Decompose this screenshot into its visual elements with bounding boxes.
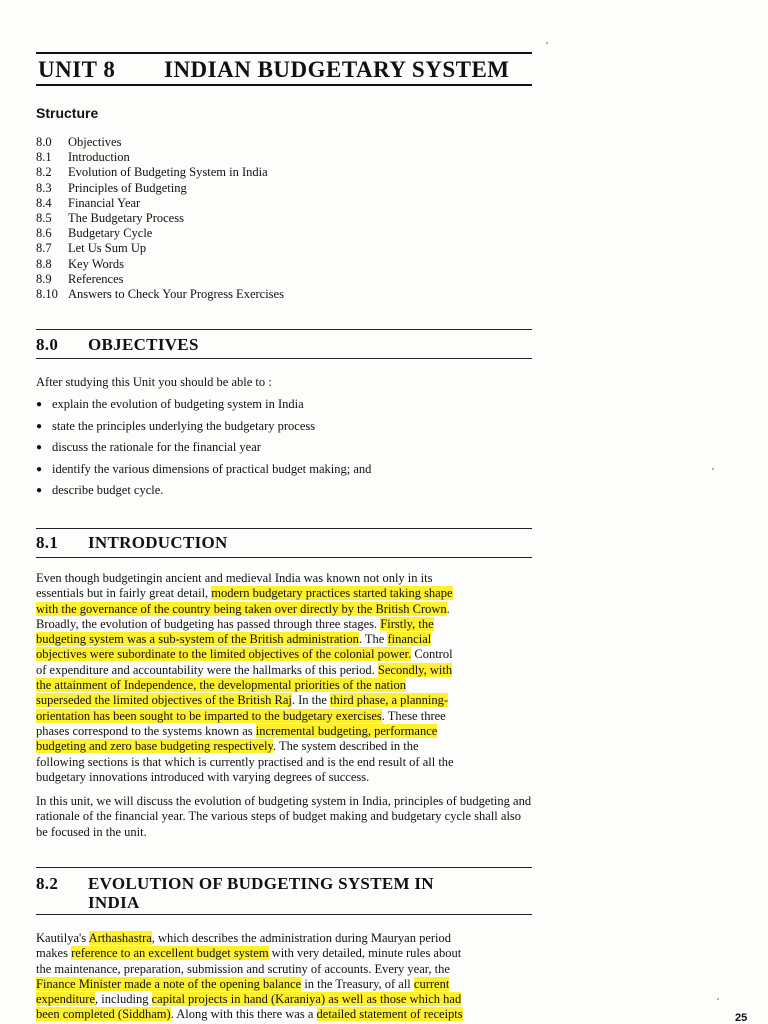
structure-item	[36, 150, 284, 165]
text-line	[36, 962, 536, 977]
text-line	[36, 647, 536, 662]
structure-item	[36, 287, 284, 302]
page-number: 25	[735, 1012, 748, 1024]
unit-label: UNIT 8	[38, 57, 116, 82]
highlighted-text: Finance Minister made a note of the opening balance	[36, 976, 302, 991]
text-span: with very detailed, minute rules about	[268, 946, 462, 961]
text-line	[36, 709, 536, 724]
section-number: 8.2	[36, 874, 59, 893]
text-span: essentials but in fairly great detail,	[36, 586, 212, 601]
highlighted-text: expenditure	[36, 992, 96, 1007]
title-underline	[36, 84, 532, 86]
highlighted-text: the attainment of Independence, the developmental priorities of the nation	[36, 678, 407, 693]
text-span: . These three	[381, 708, 446, 723]
text-span: budgetary innovations introduced with varying degrees of success.	[36, 769, 370, 784]
structure-item	[36, 241, 284, 256]
structure-item-number: 8.6	[36, 226, 52, 241]
structure-item-number: 8.5	[36, 210, 52, 225]
structure-item	[36, 181, 284, 196]
section-number: 8.0	[36, 335, 59, 354]
highlighted-text: Arthashastra	[88, 931, 152, 945]
text-span: following sections is that which is currently practised and is the end result of all the	[36, 754, 454, 769]
structure-list	[36, 135, 284, 302]
text-span: phases correspond to the systems known as	[36, 723, 256, 738]
highlighted-text: financial	[387, 632, 432, 647]
text-span: Control	[411, 647, 453, 662]
text-span: . The system described in the	[272, 739, 419, 754]
highlighted-text: orientation has been sought to be imparted to the budgetary exercises	[36, 708, 382, 723]
text-line	[36, 931, 536, 946]
section-rule	[36, 358, 532, 359]
text-line	[36, 602, 536, 617]
top-rule	[36, 52, 532, 54]
text-span: the maintenance, preparation, submission and scrutiny of accounts. Every year, the	[36, 961, 450, 976]
highlighted-text: with the governance of the country being taken over directly by the British Crown	[36, 601, 447, 616]
structure-item-number: 8.10	[36, 286, 58, 301]
structure-item-label: The Budgetary Process	[68, 210, 184, 225]
highlighted-text: superseded the limited objectives of the British Raj	[36, 693, 292, 708]
structure-item-label: Answers to Check Your Progress Exercises	[68, 286, 284, 301]
objectives-list	[36, 396, 371, 504]
objective-text: describe budget cycle.	[52, 483, 164, 497]
highlighted-text: Secondly, with	[377, 662, 453, 677]
bullet-icon: ●	[36, 463, 43, 475]
objective-text: identify the various dimensions of practical budget making; and	[52, 461, 372, 476]
section-title: INTRODUCTION	[88, 533, 228, 552]
objective-item	[36, 461, 371, 483]
highlighted-text: current	[413, 976, 450, 991]
text-line	[36, 770, 536, 785]
structure-item-number: 8.3	[36, 180, 52, 195]
structure-item	[36, 196, 284, 211]
section-title-line-1: EVOLUTION OF BUDGETING SYSTEM IN	[88, 874, 434, 893]
highlighted-text: detailed statement of receipts	[316, 1007, 463, 1022]
text-span: , including	[95, 992, 152, 1007]
introduction-paragraph-2: In this unit, we will discuss the evolution of budgeting system in India, principles of budgeting and rationale of the financial year. The various steps of budget making and budgetary cycle shall also be focused in the unit.	[36, 794, 532, 839]
scan-speck	[712, 468, 714, 470]
highlighted-text: reference to an excellent budget system	[71, 946, 269, 961]
unit-title	[38, 57, 510, 83]
bullet-icon: ●	[36, 485, 43, 496]
highlighted-text: been completed (Siddham)	[36, 1007, 171, 1022]
text-span: makes	[36, 946, 72, 961]
objective-item	[36, 439, 371, 461]
text-span: . In the	[291, 693, 331, 708]
highlighted-text: modern budgetary practices started taking shape	[211, 586, 453, 601]
text-span: .	[446, 601, 450, 616]
structure-item-label: Let Us Sum Up	[68, 241, 147, 256]
text-line	[36, 678, 536, 693]
structure-item	[36, 257, 284, 272]
text-span: Kautilya's	[36, 931, 89, 945]
text-line	[36, 693, 536, 708]
section-rule	[36, 528, 532, 529]
highlighted-text: objectives were subordinate to the limited objectives of the colonial power.	[36, 647, 412, 662]
text-span: . Along with this there was a	[170, 1007, 317, 1022]
text-line	[36, 946, 536, 961]
text-line	[36, 724, 536, 739]
objective-text: state the principles underlying the budgetary process	[52, 418, 316, 433]
structure-item-number: 8.1	[36, 150, 52, 165]
text-span: of expenditure and accountability were the hallmarks of this period.	[36, 662, 378, 677]
scan-speck	[546, 42, 548, 44]
text-line	[36, 1007, 536, 1022]
section-rule	[36, 867, 532, 868]
section-heading-evolution	[36, 874, 434, 912]
highlighted-text: third phase, a planning-	[330, 693, 449, 708]
structure-item-number: 8.8	[36, 256, 52, 271]
text-span: , which describes the administration during Mauryan period	[151, 931, 452, 945]
section-number: 8.1	[36, 533, 59, 552]
section-title: OBJECTIVES	[88, 335, 199, 354]
bullet-icon: ●	[36, 442, 43, 453]
section-rule	[36, 329, 532, 330]
objective-text: explain the evolution of budgeting system in India	[52, 397, 304, 411]
text-line	[36, 663, 536, 678]
structure-item	[36, 226, 284, 241]
text-line	[36, 571, 536, 586]
highlighted-text: incremental budgeting, performance	[255, 723, 438, 738]
text-span: . The	[358, 632, 388, 647]
text-span: in the Treasury, of all	[301, 976, 414, 991]
structure-item-label: References	[68, 271, 124, 286]
structure-item	[36, 165, 284, 180]
structure-item-number: 8.7	[36, 241, 52, 256]
introduction-paragraph	[36, 571, 536, 785]
objectives-intro: After studying this Unit you should be able to :	[36, 375, 272, 389]
scan-speck	[717, 998, 719, 1000]
text-span: Even though budgetingin ancient and medieval India was known not only in its	[36, 571, 433, 585]
text-line	[36, 586, 536, 601]
section-heading-introduction	[36, 533, 228, 553]
highlighted-text: Firstly, the	[380, 616, 434, 631]
bullet-icon: ●	[36, 399, 43, 410]
unit-title-text: INDIAN BUDGETARY SYSTEM	[164, 57, 510, 82]
structure-item-label: Budgetary Cycle	[68, 226, 153, 241]
objective-text: discuss the rationale for the financial year	[52, 440, 261, 454]
highlighted-text: budgeting and zero base budgeting respectively	[36, 739, 273, 754]
objective-item	[36, 418, 371, 440]
highlighted-text: capital projects in hand (Karaniya) as well as those which had	[151, 992, 462, 1007]
structure-item-number: 8.2	[36, 165, 52, 180]
structure-item-number: 8.9	[36, 271, 52, 286]
structure-item	[36, 272, 284, 287]
text-line	[36, 739, 536, 754]
structure-item-number: 8.0	[36, 135, 52, 149]
text-line	[36, 755, 536, 770]
structure-item-label: Introduction	[68, 150, 130, 165]
highlighted-text: budgeting system was a sub-system of the British administration	[36, 632, 359, 647]
text-span: Broadly, the evolution of budgeting has passed through three stages.	[36, 616, 381, 631]
text-line	[36, 632, 536, 647]
structure-item-label: Principles of Budgeting	[68, 180, 187, 195]
section-rule	[36, 914, 532, 915]
document-page	[36, 0, 532, 1024]
section-title-line-2: INDIA	[88, 893, 140, 912]
structure-item-label: Key Words	[68, 256, 125, 271]
section-heading-objectives	[36, 335, 199, 355]
evolution-paragraph	[36, 931, 536, 1023]
structure-heading: Structure	[36, 105, 99, 121]
structure-item	[36, 135, 284, 150]
structure-item-label: Evolution of Budgeting System in India	[68, 165, 268, 180]
structure-item	[36, 211, 284, 226]
structure-item-label: Financial Year	[68, 195, 141, 210]
section-rule	[36, 557, 532, 558]
objective-item	[36, 482, 371, 504]
bullet-icon: ●	[36, 420, 43, 432]
objective-item	[36, 396, 371, 418]
structure-item-number: 8.4	[36, 195, 52, 210]
structure-item-label: Objectives	[68, 135, 122, 149]
text-line	[36, 617, 536, 632]
text-line	[36, 992, 536, 1007]
text-line	[36, 977, 536, 992]
